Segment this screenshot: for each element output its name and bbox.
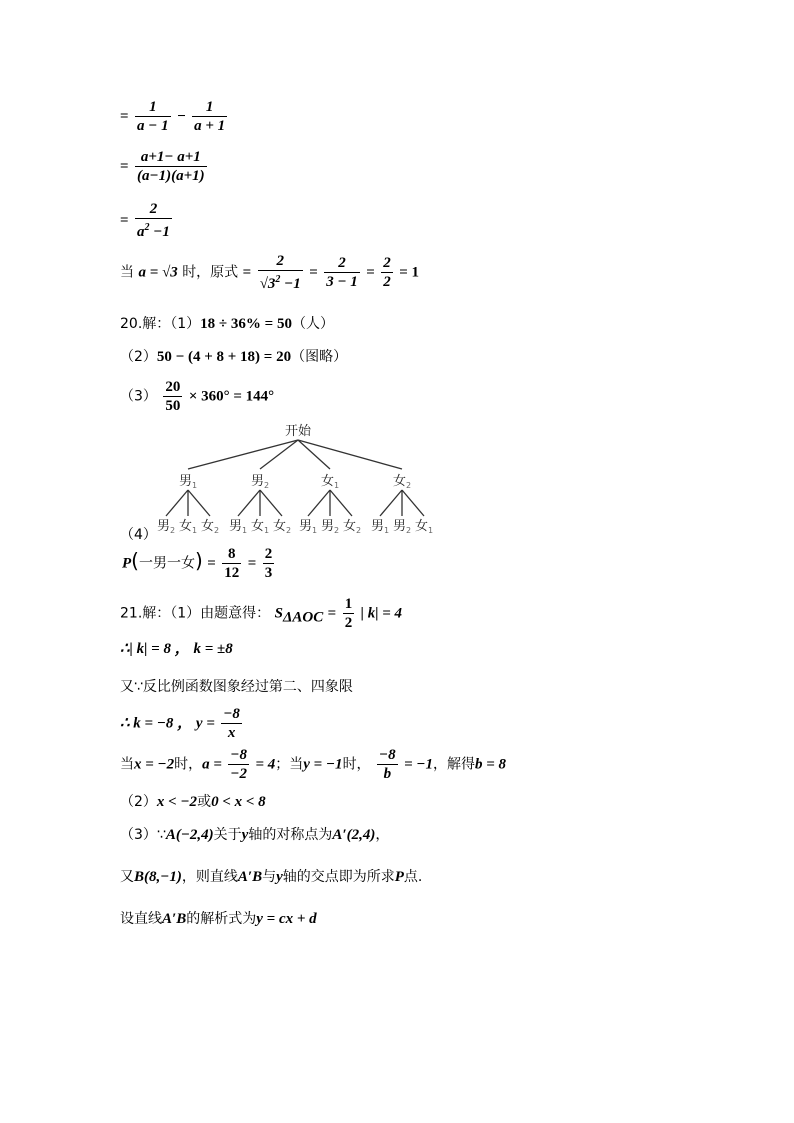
tree-level2-node: 女$_2$ bbox=[342, 519, 362, 535]
fraction: $\frac{a+1- a+1}{(a-1)(a+1)}$ bbox=[137, 149, 205, 184]
tree-branch bbox=[330, 490, 352, 516]
tree-level2-node: 男$_1$ bbox=[228, 519, 248, 535]
tree-level2-node: 女$_1$ bbox=[414, 519, 434, 535]
tree-branch bbox=[188, 440, 298, 469]
tree-branch bbox=[380, 490, 402, 516]
q20-part3: （3） $\frac{20}{50}$ × 360° = 144° bbox=[120, 379, 275, 414]
fraction: $\frac{2}{2}$ bbox=[383, 255, 391, 290]
fraction: $\frac{2}{3}$ bbox=[264, 546, 273, 581]
tree-branch bbox=[260, 490, 282, 516]
tree-level2-node: 男$_2$ bbox=[156, 519, 176, 535]
tree-level1-node: 男$_2$ bbox=[250, 474, 270, 490]
fraction: $\frac{-8}{-2}$ bbox=[230, 747, 247, 782]
tree-branch bbox=[166, 490, 188, 516]
q20-part1: 20.解：（1）18 ÷ 36% = 50（人） bbox=[120, 316, 334, 332]
fraction: $\frac{20}{50}$ bbox=[165, 379, 181, 414]
tree-level2-node: 男$_1$ bbox=[370, 519, 390, 535]
tree-branch bbox=[308, 490, 330, 516]
q21-part1: 21.解：（1）由题意得： $S_{\Delta AOC}$ = $\frac{1}{2}$ | k| = 4 bbox=[120, 596, 403, 631]
fraction: $\frac{1}{2}$ bbox=[344, 596, 353, 631]
tree-level1-node: 女$_2$ bbox=[392, 474, 412, 490]
fraction: $\frac{-8}{b}$ bbox=[379, 747, 396, 782]
q21-function: ∴ k = −8 ， y = $\frac{-8}{x}$ bbox=[120, 706, 240, 741]
tree-diagram bbox=[150, 418, 460, 543]
step-line-3: = $\frac{2}{a^2 -1}$ bbox=[120, 201, 170, 240]
step-line-2: = $\frac{a+1- a+1}{(a-1)(a+1)}$ bbox=[120, 149, 205, 184]
tree-level2-node: 男$_2$ bbox=[392, 519, 412, 535]
tree-level2-node: 男$_1$ bbox=[298, 519, 318, 535]
q21-part2: （2）x < −2或0 < x < 8 bbox=[120, 794, 266, 810]
tree-branch bbox=[188, 490, 210, 516]
tree-branch bbox=[238, 490, 260, 516]
tree-level2-node: 女$_2$ bbox=[272, 519, 292, 535]
q20-part2: （2）50 − (4 + 8 + 18) = 20（图略） bbox=[120, 349, 348, 365]
fraction: $\frac{-8}{x}$ bbox=[223, 706, 240, 741]
tree-level2-node: 男$_2$ bbox=[320, 519, 340, 535]
substitution-line: 当 a = √3 时，原式 = $\frac{2}{√3^2 -1}$ = $\frac{2}{3 - 1}$ = $\frac{2}{2}$ = 1 bbox=[120, 253, 420, 292]
tree-level2-node: 女$_1$ bbox=[178, 519, 198, 535]
q21-solve-ab: 当x = −2时，a = $\frac{-8}{-2}$ = 4；当y = −1时， $\frac{-8}{b}$ = −1，解得b = 8 bbox=[120, 747, 507, 782]
tree-level2-node: 女$_1$ bbox=[250, 519, 270, 535]
q20-part4-label: （4） bbox=[120, 527, 157, 543]
probability-line: P(一男一女) = $\frac{8}{12}$ = $\frac{2}{3}$ bbox=[122, 546, 273, 581]
q21-part3: （3）∵A(−2,4)关于y轴的对称点为A′(2,4)， bbox=[120, 827, 390, 843]
fraction: $\frac{2}{3 - 1}$ bbox=[326, 255, 358, 290]
q21-quadrant-note: 又∵反比例函数图象经过第二、四象限 bbox=[120, 679, 353, 695]
q21-line-ab: 又B(8,−1)，则直线A′B与y轴的交点即为所求P点. bbox=[120, 869, 423, 885]
fraction: $\frac{1}{a - 1}$ bbox=[137, 99, 169, 134]
step-line-1: = $\frac{1}{a - 1}$ − $\frac{1}{a + 1}$ bbox=[120, 99, 226, 134]
fraction: $\frac{8}{12}$ bbox=[224, 546, 240, 581]
tree-level1-node: 女$_1$ bbox=[320, 474, 340, 490]
q21-analytic: 设直线A′B的解析式为y = cx + d bbox=[120, 911, 317, 927]
q21-abs-k: ∴| k| = 8 ， k = ±8 bbox=[120, 641, 233, 657]
fraction: $\frac{1}{a + 1}$ bbox=[194, 99, 226, 134]
tree-branch bbox=[402, 490, 424, 516]
fraction: $\frac{2}{a^2 -1}$ bbox=[137, 201, 170, 240]
tree-level1-node: 男$_1$ bbox=[178, 474, 198, 490]
tree-root-label: 开始 bbox=[284, 424, 312, 439]
tree-level2-node: 女$_2$ bbox=[200, 519, 220, 535]
fraction: $\frac{2}{√3^2 -1}$ bbox=[259, 253, 301, 292]
